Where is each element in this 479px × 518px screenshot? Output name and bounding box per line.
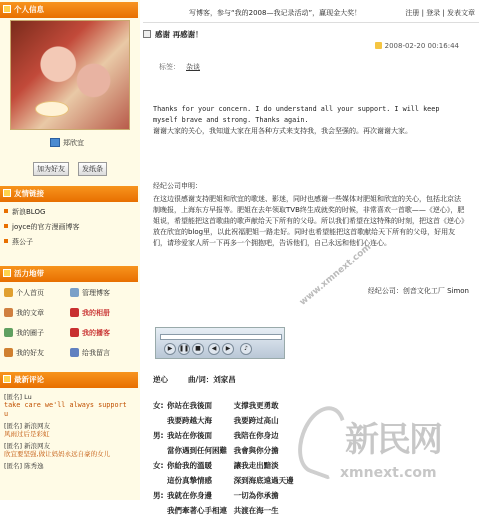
comment-item[interactable]: [匿名] 新浪网友 欣宜要坚强,做让妈妈永远自豪的女儿 bbox=[4, 442, 111, 458]
add-friend-button[interactable]: 加为好友 bbox=[33, 162, 69, 176]
owner-name-row[interactable] bbox=[50, 138, 84, 148]
next-icon[interactable]: ▶ bbox=[222, 343, 234, 355]
activity-header: 活力地带 bbox=[0, 266, 138, 282]
clock-icon bbox=[375, 42, 382, 49]
bullet-icon bbox=[4, 209, 8, 213]
menu-circle[interactable]: 我的圈子 bbox=[4, 326, 68, 340]
comment-item[interactable]: [匿名] 陈秀逸 bbox=[4, 462, 44, 470]
menu-manage[interactable]: 管理博客 bbox=[70, 286, 134, 300]
statement-body: 在这边很感谢支持肥姐和欣宜的歌迷、影迷，同时也感谢一些媒体对肥姐和欣宜的关心，包括北京法制晚报，上海东方早报等。肥姐在去年领取TVB终生成就奖的时候，非常喜欢一首歌——《逆心》，肥姐说，希望能把这首歌曲的歌声献给天下所有的父母。所以我们希望在这特殊的时刻，把这首《逆心》放在欣宜的blog里，以此祝福肥姐一路走好。同时也希望能把这首歌献给天下所有的父母，好用友们，请珍爱家人所一下再多一个拥抱吧，告诉他们，自己永远和他们心连心。 bbox=[153, 195, 465, 247]
menu-articles[interactable]: 我的文章 bbox=[4, 306, 68, 320]
activity-icon bbox=[3, 269, 11, 277]
top-links: 注册 | 登录 | 发表文章 bbox=[405, 9, 475, 17]
guestbook-icon bbox=[70, 348, 79, 357]
lyric-line: 當你遇到任何困難 我會與你分擔 bbox=[167, 446, 279, 455]
post-tags: 标签： 杂谈 bbox=[159, 63, 200, 71]
post-icon bbox=[143, 30, 151, 38]
lyric-line: 男: 我站在你後面 我陪在你身边 bbox=[153, 431, 279, 440]
friend-links-list bbox=[4, 205, 134, 250]
play-icon[interactable]: ▶ bbox=[164, 343, 176, 355]
links-header: 友情链接 bbox=[0, 186, 138, 202]
statement-title: 经纪公司申明： bbox=[153, 182, 202, 190]
menu-home[interactable]: 个人首页 bbox=[4, 286, 68, 300]
home-icon bbox=[4, 288, 13, 297]
comments-header: 最新评论 bbox=[0, 372, 138, 388]
profile-header: 个人信息 bbox=[0, 2, 138, 18]
top-bar bbox=[143, 0, 479, 23]
english-thanks: Thanks for your concern. I do understand all your support. I will keep myself brave and strong. Thanks again. bbox=[153, 105, 440, 124]
login-link[interactable]: 登录 bbox=[426, 9, 441, 17]
album-icon bbox=[70, 308, 79, 317]
register-link[interactable]: 注册 bbox=[405, 9, 420, 17]
song-info bbox=[153, 374, 256, 385]
bullet-icon bbox=[4, 224, 8, 228]
lyric-line: 女: 你站在我後面 支撑我更勇敢 bbox=[153, 401, 279, 410]
sidebar bbox=[0, 0, 140, 500]
lyric-line: 我要跨越大海 我要跨过高山 bbox=[167, 416, 279, 425]
profile-photo[interactable] bbox=[10, 20, 130, 130]
lyrics bbox=[153, 398, 294, 518]
volume-icon[interactable]: ♪ bbox=[240, 343, 252, 355]
links-icon bbox=[3, 189, 11, 197]
user-card-icon bbox=[50, 138, 60, 147]
cake-image bbox=[35, 101, 69, 117]
post-title[interactable]: 感谢 再感谢！ bbox=[143, 29, 203, 40]
promo-banner[interactable]: 写博客，参与“我的2008—我记录活动”，赢现金大奖！ bbox=[189, 9, 362, 17]
lyric-line: 男: 我就在你身邊 一切為你承擔 bbox=[153, 491, 279, 500]
send-message-button[interactable]: 发纸条 bbox=[78, 162, 107, 176]
lyric-line: 這份真摯情感 深到海底遠過天邊 bbox=[167, 476, 294, 485]
bullet-icon bbox=[4, 239, 8, 243]
article-icon bbox=[4, 308, 13, 317]
seek-bar[interactable] bbox=[160, 334, 282, 340]
profile-icon bbox=[3, 5, 11, 13]
prev-icon[interactable]: ◀ bbox=[208, 343, 220, 355]
link-item[interactable]: joyce的官方漫画博客 bbox=[4, 220, 134, 235]
menu-guestbook[interactable]: 给我留言 bbox=[70, 346, 134, 360]
comments-icon bbox=[3, 375, 11, 383]
watermark-url-diagonal: www.xmnext.com bbox=[298, 242, 374, 308]
menu-album[interactable]: 我的相册 bbox=[70, 306, 134, 320]
pause-icon[interactable]: ❚❚ bbox=[178, 343, 190, 355]
tag-link[interactable]: 杂谈 bbox=[186, 63, 200, 71]
lyric-line: 我們牽著心手相連 共渡在海一生 bbox=[167, 506, 279, 515]
stop-icon[interactable]: ■ bbox=[192, 343, 204, 355]
link-item[interactable]: 新浪BLOG bbox=[4, 205, 134, 220]
comment-item[interactable]: [匿名] 新浪网友 风雨过后是彩虹 bbox=[4, 422, 51, 438]
chinese-thanks: 谢谢大家的关心，我知道大家在用各种方式来支持我，我会坚强的。再次谢谢大家。 bbox=[153, 127, 412, 135]
link-item[interactable]: 燕公子 bbox=[4, 235, 134, 250]
podcast-icon bbox=[70, 328, 79, 337]
menu-podcast[interactable]: 我的播客 bbox=[70, 326, 134, 340]
watermark-text: 新民网 bbox=[345, 420, 441, 460]
menu-friends[interactable]: 我的好友 bbox=[4, 346, 68, 360]
song-credit: 曲/词：刘家昌 bbox=[188, 375, 236, 384]
signature: 经纪公司：创音文化工厂 Simon bbox=[367, 287, 469, 295]
post-blog-link[interactable]: 发表文章 bbox=[447, 9, 475, 17]
lyric-line: 女: 你給我的溫暖 讓我走出黯淡 bbox=[153, 461, 279, 470]
comment-item[interactable]: [匿名] Lu take care we'll always support u bbox=[4, 393, 127, 418]
post-date: 2008-02-20 00:16:44 bbox=[375, 42, 459, 50]
comments-list bbox=[4, 392, 134, 472]
manage-icon bbox=[70, 288, 79, 297]
friends-icon bbox=[4, 348, 13, 357]
owner-name[interactable]: 郑欣宜 bbox=[63, 139, 84, 147]
media-player[interactable] bbox=[155, 327, 285, 359]
circle-icon bbox=[4, 328, 13, 337]
watermark-url: xmnext.com bbox=[340, 465, 437, 481]
song-title: 逆心 bbox=[153, 375, 168, 384]
